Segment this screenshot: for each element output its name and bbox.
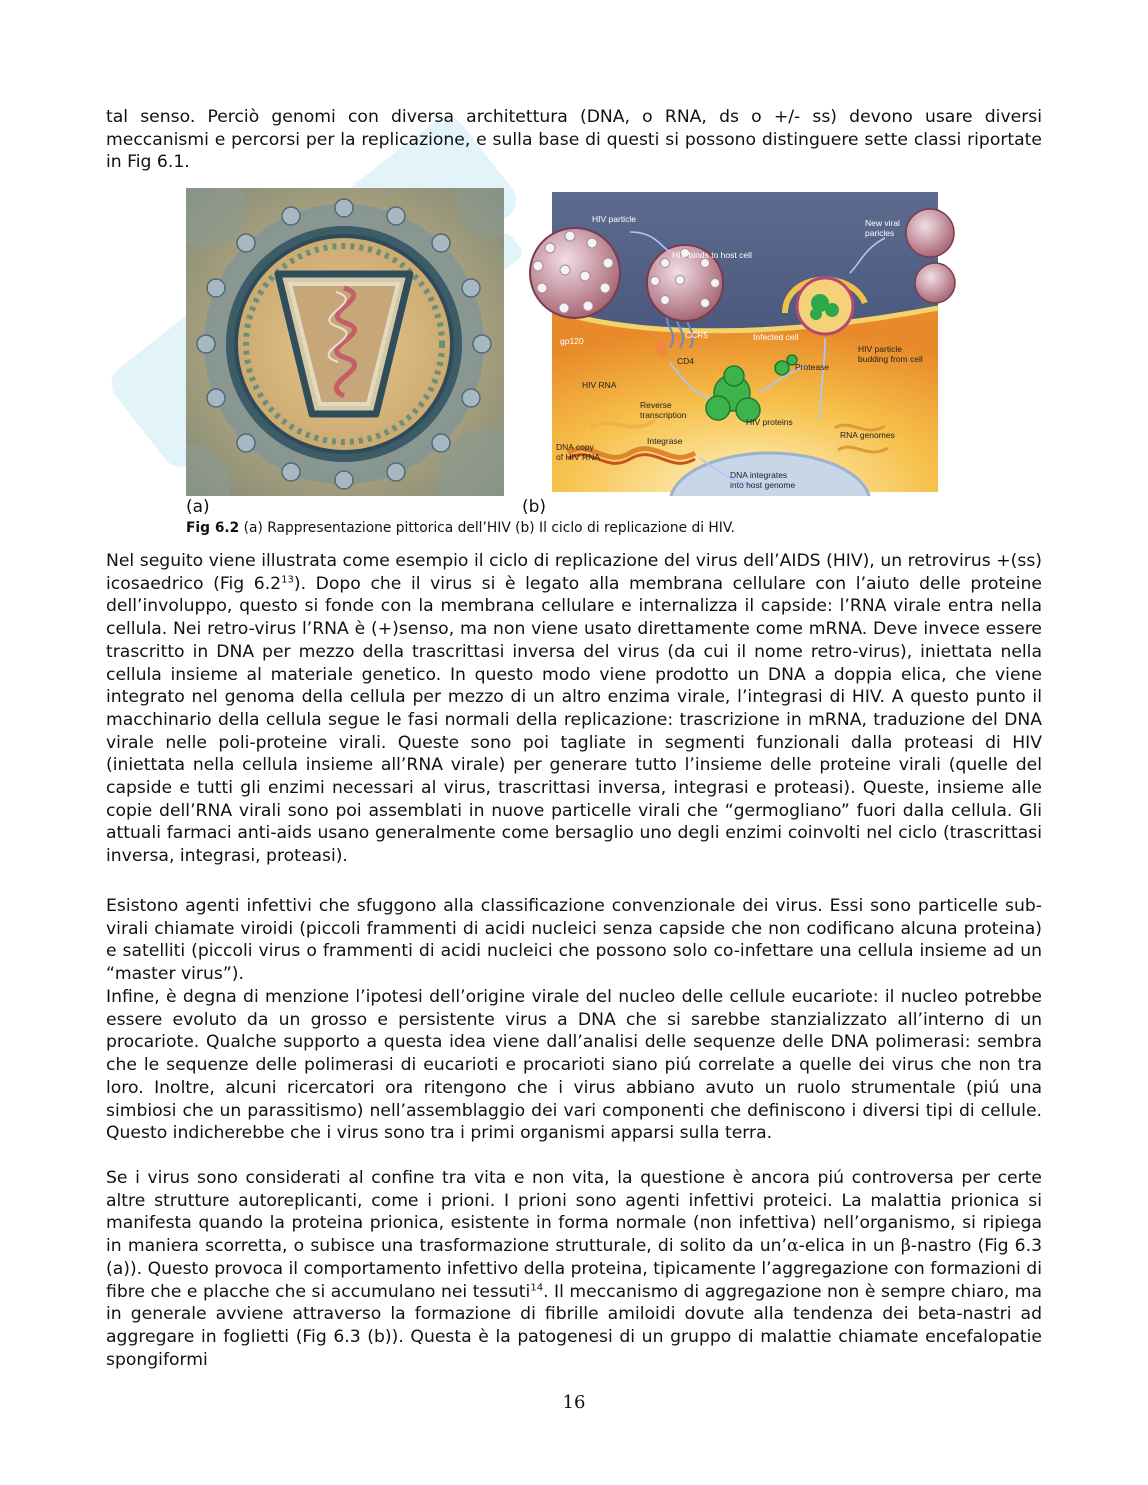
label-new-viral-1: New viral <box>865 218 900 228</box>
label-reverse-2: transcription <box>640 410 687 420</box>
label-cd4: CD4 <box>677 356 695 366</box>
prions-text-a: Se i virus sono considerati al confine tra vita e non vita, la questione è ancora piú controversa per certe altre strutture autoreplicanti, come i prioni. I prioni sono agenti infettivi proteici. La malattia prionica si manifesta quando la proteina prionica, esistente in forma normale (non infettiva) nell’organismo, si ripiega in maniera scorretta, o subisce una trasformazione strutturale, di solito da un’ <box>106 1168 1042 1257</box>
prions-paragraph <box>106 1167 1042 1371</box>
footnote-ref-13: 13 <box>281 573 294 585</box>
label-hiv-binds: HIV binds to host cell <box>672 250 752 260</box>
label-ccr5: CCR5 <box>685 330 709 340</box>
label-budding-2: budding from cell <box>858 354 923 364</box>
label-hiv-proteins: HIV proteins <box>746 417 793 427</box>
figure-label-b: (b) <box>522 497 547 517</box>
label-protease: Protease <box>795 362 830 372</box>
agents-paragraph: Esistono agenti infettivi che sfuggono alla classificazione convenzionale dei virus. Essi sono particelle sub-virali chiamate viroidi (piccoli frammenti di acidi nucleici senza capside che non codificano alcuna proteina) e satelliti (piccoli virus o frammenti di acidi nucleici che possono solo co-infettare una cellula insieme ad un “master virus”). <box>106 896 1042 985</box>
beta-symbol: β <box>900 1236 911 1257</box>
prions-text-b: -elica in un <box>798 1236 901 1257</box>
hiv-text-b: ). Dopo che il virus si è legato alla membrana cellulare con l’aiuto delle proteine dell’involuppo, questo si fonde con la membrana cellulare e internalizza il capside: l’RNA virale entra nella cellula. Nei retro-virus l’RNA è (+)senso, ma non viene usato direttamente come mRNA. Deve invece essere trascritto in DNA per mezzo della trascrittasi inversa del virus (da cui il nome retro-virus), iniettata nella cellula insieme al materiale genetico. In questo modo viene prodotto un DNA a doppia elica, che viene integrato nel genoma della cellula per mezzo di un altro enzima virale, l’integrasi di HIV. A questo punto il macchinario della cellula segue le fasi normali della replicazione: trascrizione in mRNA, traduzione del DNA virale nelle poli-proteine virali. Queste sono poi tagliate in segmenti funzionali dalla proteasi di HIV (iniettata nella cellula insieme all’RNA virale) per generare tutto l’insieme delle proteine virali (quelle del capside e tutti gli enzimi necessari al virus, trascrittasi inversa, integrasi e proteasi). Queste, insieme alle copie dell’RNA virali sono poi assemblati in nuove particelle virali che “germogliano” fuori dalla cellula. Gli attuali farmaci anti-aids usano generalmente come bersaglio uno degli enzimi coinvolti nel ciclo (trascrittasi inversa, integrasi, proteasi). <box>106 573 1042 867</box>
hiv-text-a: Nel seguito viene illustrata come esempio il ciclo di replicazione del virus dell’AIDS (HIV), un retrovirus +(ss) icosaedrico (Fig 6.2 <box>106 551 1042 594</box>
page-number: 16 <box>562 1392 586 1413</box>
figure-caption <box>186 520 735 536</box>
hiv-paragraph <box>106 550 1042 868</box>
figure-label-a: (a) <box>186 497 210 517</box>
label-gp120: gp120 <box>560 336 584 346</box>
hiv-illustration <box>186 188 504 496</box>
caption-label: Fig 6.2 <box>186 520 240 536</box>
prions-text-d: . Il meccanismo di aggregazione non è sempre chiaro, ma in generale avviene attraverso la formazione di fibrille amiloidi dovute alla tendenza dei beta-nastri ad aggregare in foglietti (Fig 6.3 (b)). Questa è la patogenesi di un gruppo di malattie chiamate encefalopatie spongiformi <box>106 1281 1042 1370</box>
caption-text: (a) Rappresentazione pittorica dell’HIV (b) Il ciclo di replicazione di HIV. <box>239 520 735 536</box>
footnote-ref-14: 14 <box>530 1281 544 1293</box>
label-reverse-1: Reverse <box>640 400 672 410</box>
intro-paragraph: tal senso. Perciò genomi con diversa architettura (DNA, o RNA, ds o +/- ss) devono usare diversi meccanismi e percorsi per la replicazione, e sulla base di questi si possono distinguere sette classi riportate in Fig 6.1. <box>106 107 1042 173</box>
label-hiv-particle: HIV particle <box>592 214 636 224</box>
label-dna-copy-1: DNA copy <box>556 442 594 452</box>
nucleus-paragraph: Infine, è degna di menzione l’ipotesi dell’origine virale del nucleo delle cellule eucariote: il nucleo potrebbe essere evoluto da un grosso e persistente virus a DNA che si sarebbe stanzializzato all’interno di un procariote. Qualche supporto a questa idea viene dall’analisi delle sequenze delle DNA polimerasi: sembra che le sequenze delle polimerasi di eucarioti e procarioti siano piú correlate a quelle dei virus che non tra loro. Inoltre, alcuni ricercatori ora ritengono che i virus abbiano avuto un ruolo strumentale (piú una simbiosi che un parassitismo) nell’assemblaggio dei vari componenti che definiscono i diversi tipi di cellule. Questo indicherebbe che i virus sono tra i primi organismi apparsi sulla terra. <box>106 987 1042 1144</box>
label-integrase: Integrase <box>647 436 683 446</box>
label-new-viral-2: paricles <box>865 228 895 238</box>
label-dna-copy-2: of HIV RNA <box>556 452 600 462</box>
label-rna-genomes: RNA genomes <box>840 430 895 440</box>
label-hiv-rna: HIV RNA <box>582 380 617 390</box>
label-dna-integrates-1: DNA integrates <box>730 470 788 480</box>
alpha-symbol: α <box>787 1236 799 1257</box>
label-dna-integrates-2: into host genome <box>730 480 796 490</box>
hiv-replication-diagram <box>520 188 960 496</box>
label-budding-1: HIV particle <box>858 344 902 354</box>
prions-text-c: -nastro (Fig 6.3 (a)). Questo provoca il comportamento infettivo della proteina, tipicamente l’aggregazione con formazioni di fibre che e placche che si accumulano nei tessuti <box>106 1236 1043 1302</box>
label-infected-cell: Infected cell <box>753 332 799 342</box>
